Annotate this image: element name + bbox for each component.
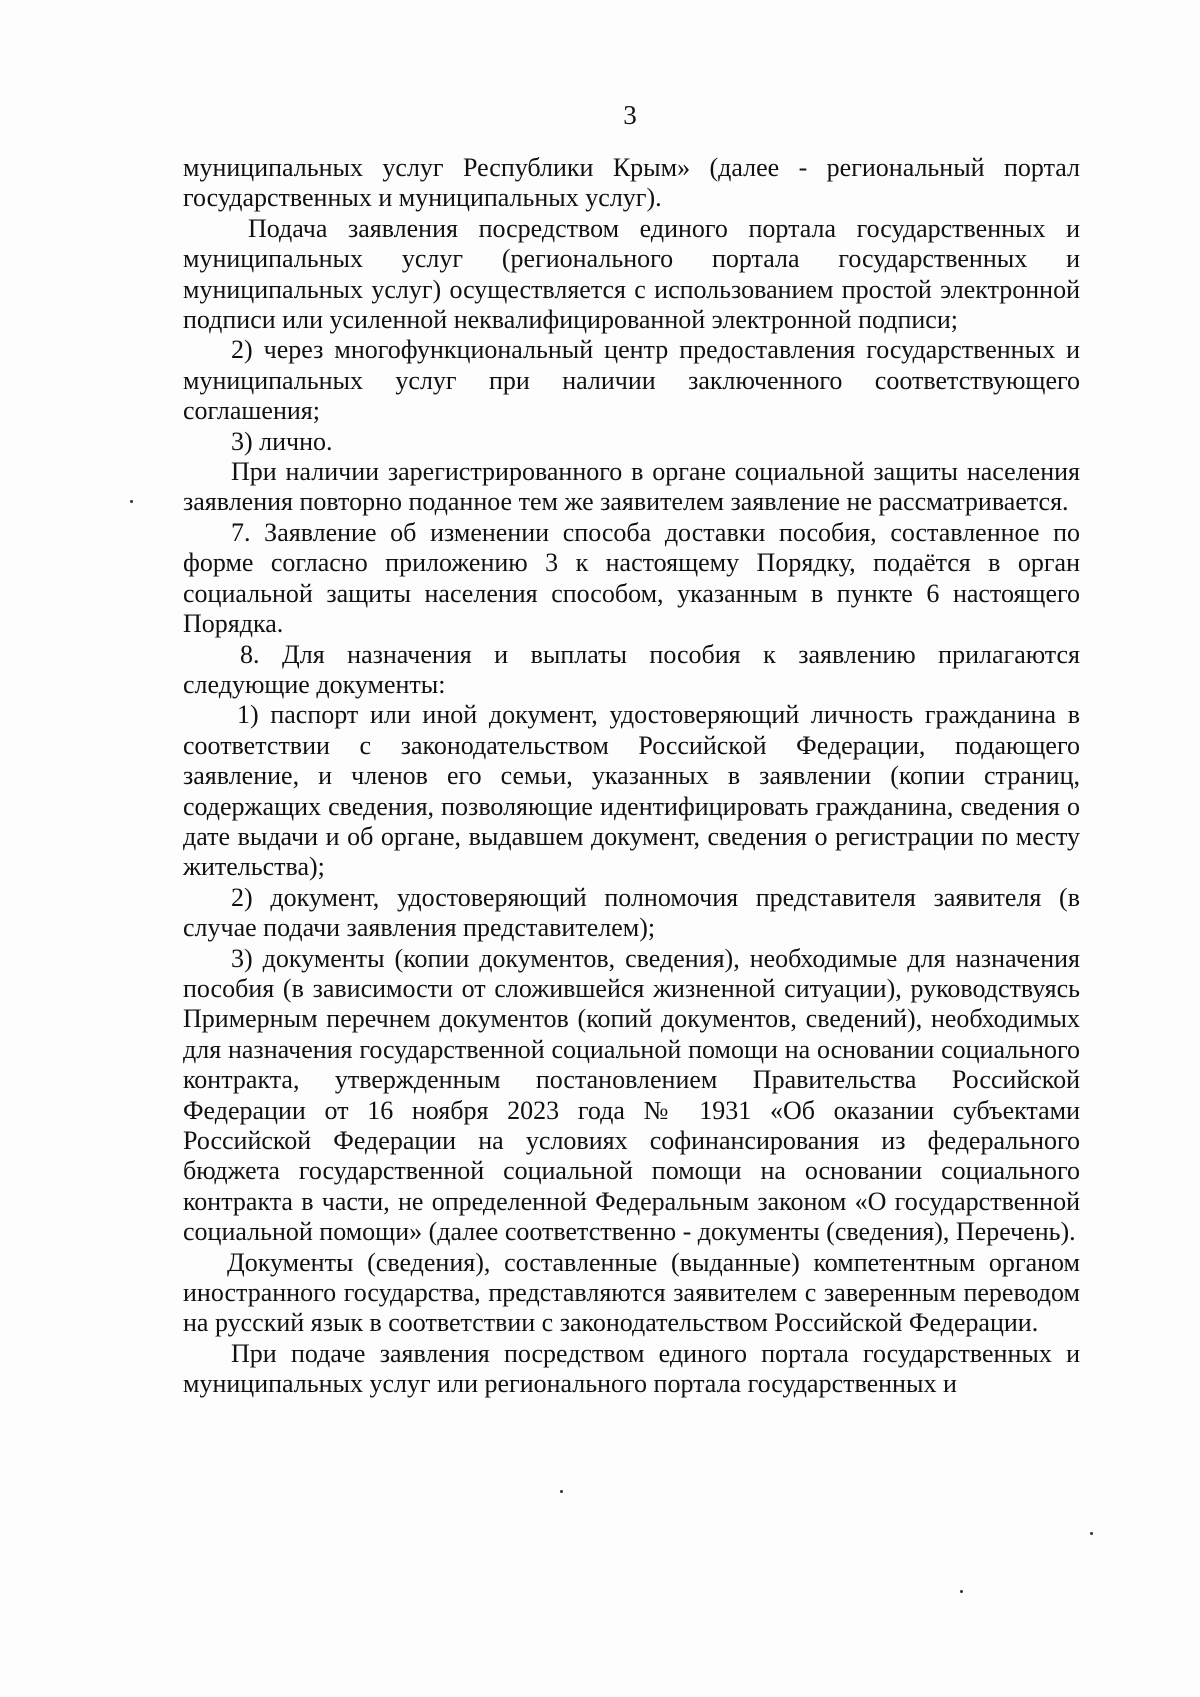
paragraph-doc-representative: 2) документ, удостоверяющий полномочия представителя заявителя (в случае подачи заявления представителем); xyxy=(183,882,1080,943)
scan-speck xyxy=(130,500,133,503)
paragraph-in-person: 3) лично. xyxy=(231,426,333,456)
paragraph-mfc-submission: 2) через многофункциональный центр предоставления государственных и муниципальных услуг при наличии заключенного соответствующего соглашения; xyxy=(183,335,1080,426)
paragraph-item-8: 8. Для назначения и выплаты пособия к заявлению прилагаются следующие документы: xyxy=(183,639,1080,699)
scan-speck xyxy=(560,1490,563,1493)
paragraph-electronic-submission: Подача заявления посредством единого портала государственных и муниципальных услуг (регионального портала государственных и муниципальных услуг) осуществляется с использованием простой электронной подписи или усиленной неквалифицированной электронной подписи; xyxy=(183,213,1080,335)
paragraph-repeat-application: При наличии зарегистрированного в органе социальной защиты населения заявления повторно поданное тем же заявителем заявление не рассматривается. xyxy=(183,457,1080,517)
paragraph-item-7: 7. Заявление об изменении способа доставки пособия, составленное по форме согласно приложению 3 к настоящему Порядку, подаётся в орган социальной защиты населения способом, указанным в пункте 6 настоящего Порядка. xyxy=(183,517,1080,639)
document-body xyxy=(183,153,1080,1400)
paragraph-portal-definition: муниципальных услуг Республики Крым» (далее - региональный портал государственных и муниципальных услуг). xyxy=(183,153,1080,213)
scan-speck xyxy=(1090,1532,1093,1535)
paragraph-portal-submission: При подаче заявления посредством единого портала государственных и муниципальных услуг или регионального портала государственных и xyxy=(183,1338,1080,1399)
paragraph-doc-passport: 1) паспорт или иной документ, удостоверяющий личность гражданина в соответствии с законодательством Российской Федерации, подающего заявление, и членов его семьи, указанных в заявлении (копии страниц, содержащих сведения, позволяющие идентифицировать гражданина, сведения о дате выдачи и об органе, выдавшем документ, сведения о регистрации по месту жительства); xyxy=(183,700,1080,882)
page-number: 3 xyxy=(623,100,637,130)
paragraph-foreign-documents: Документы (сведения), составленные (выданные) компетентным органом иностранного государства, представляются заявителем с заверенным переводом на русский язык в соответствии с законодательством Российской Федерации. xyxy=(183,1247,1080,1338)
paragraph-doc-list: 3) документы (копии документов, сведения), необходимые для назначения пособия (в зависимости от сложившейся жизненной ситуации), руководствуясь Примерным перечнем документов (копий документов, сведений), необходимых для назначения государственной социальной помощи на основании социального контракта, утвержденным постановлением Правительства Российской Федерации от 16 ноября 2023 года № 1931 «Об оказании субъектами Российской Федерации на условиях софинансирования из федерального бюджета государственной социальной помощи на основании социального контракта в части, не определенной Федеральным законом «О государственной социальной помощи» (далее соответственно - документы (сведения), Перечень). xyxy=(183,943,1080,1247)
scan-speck xyxy=(960,1590,963,1593)
